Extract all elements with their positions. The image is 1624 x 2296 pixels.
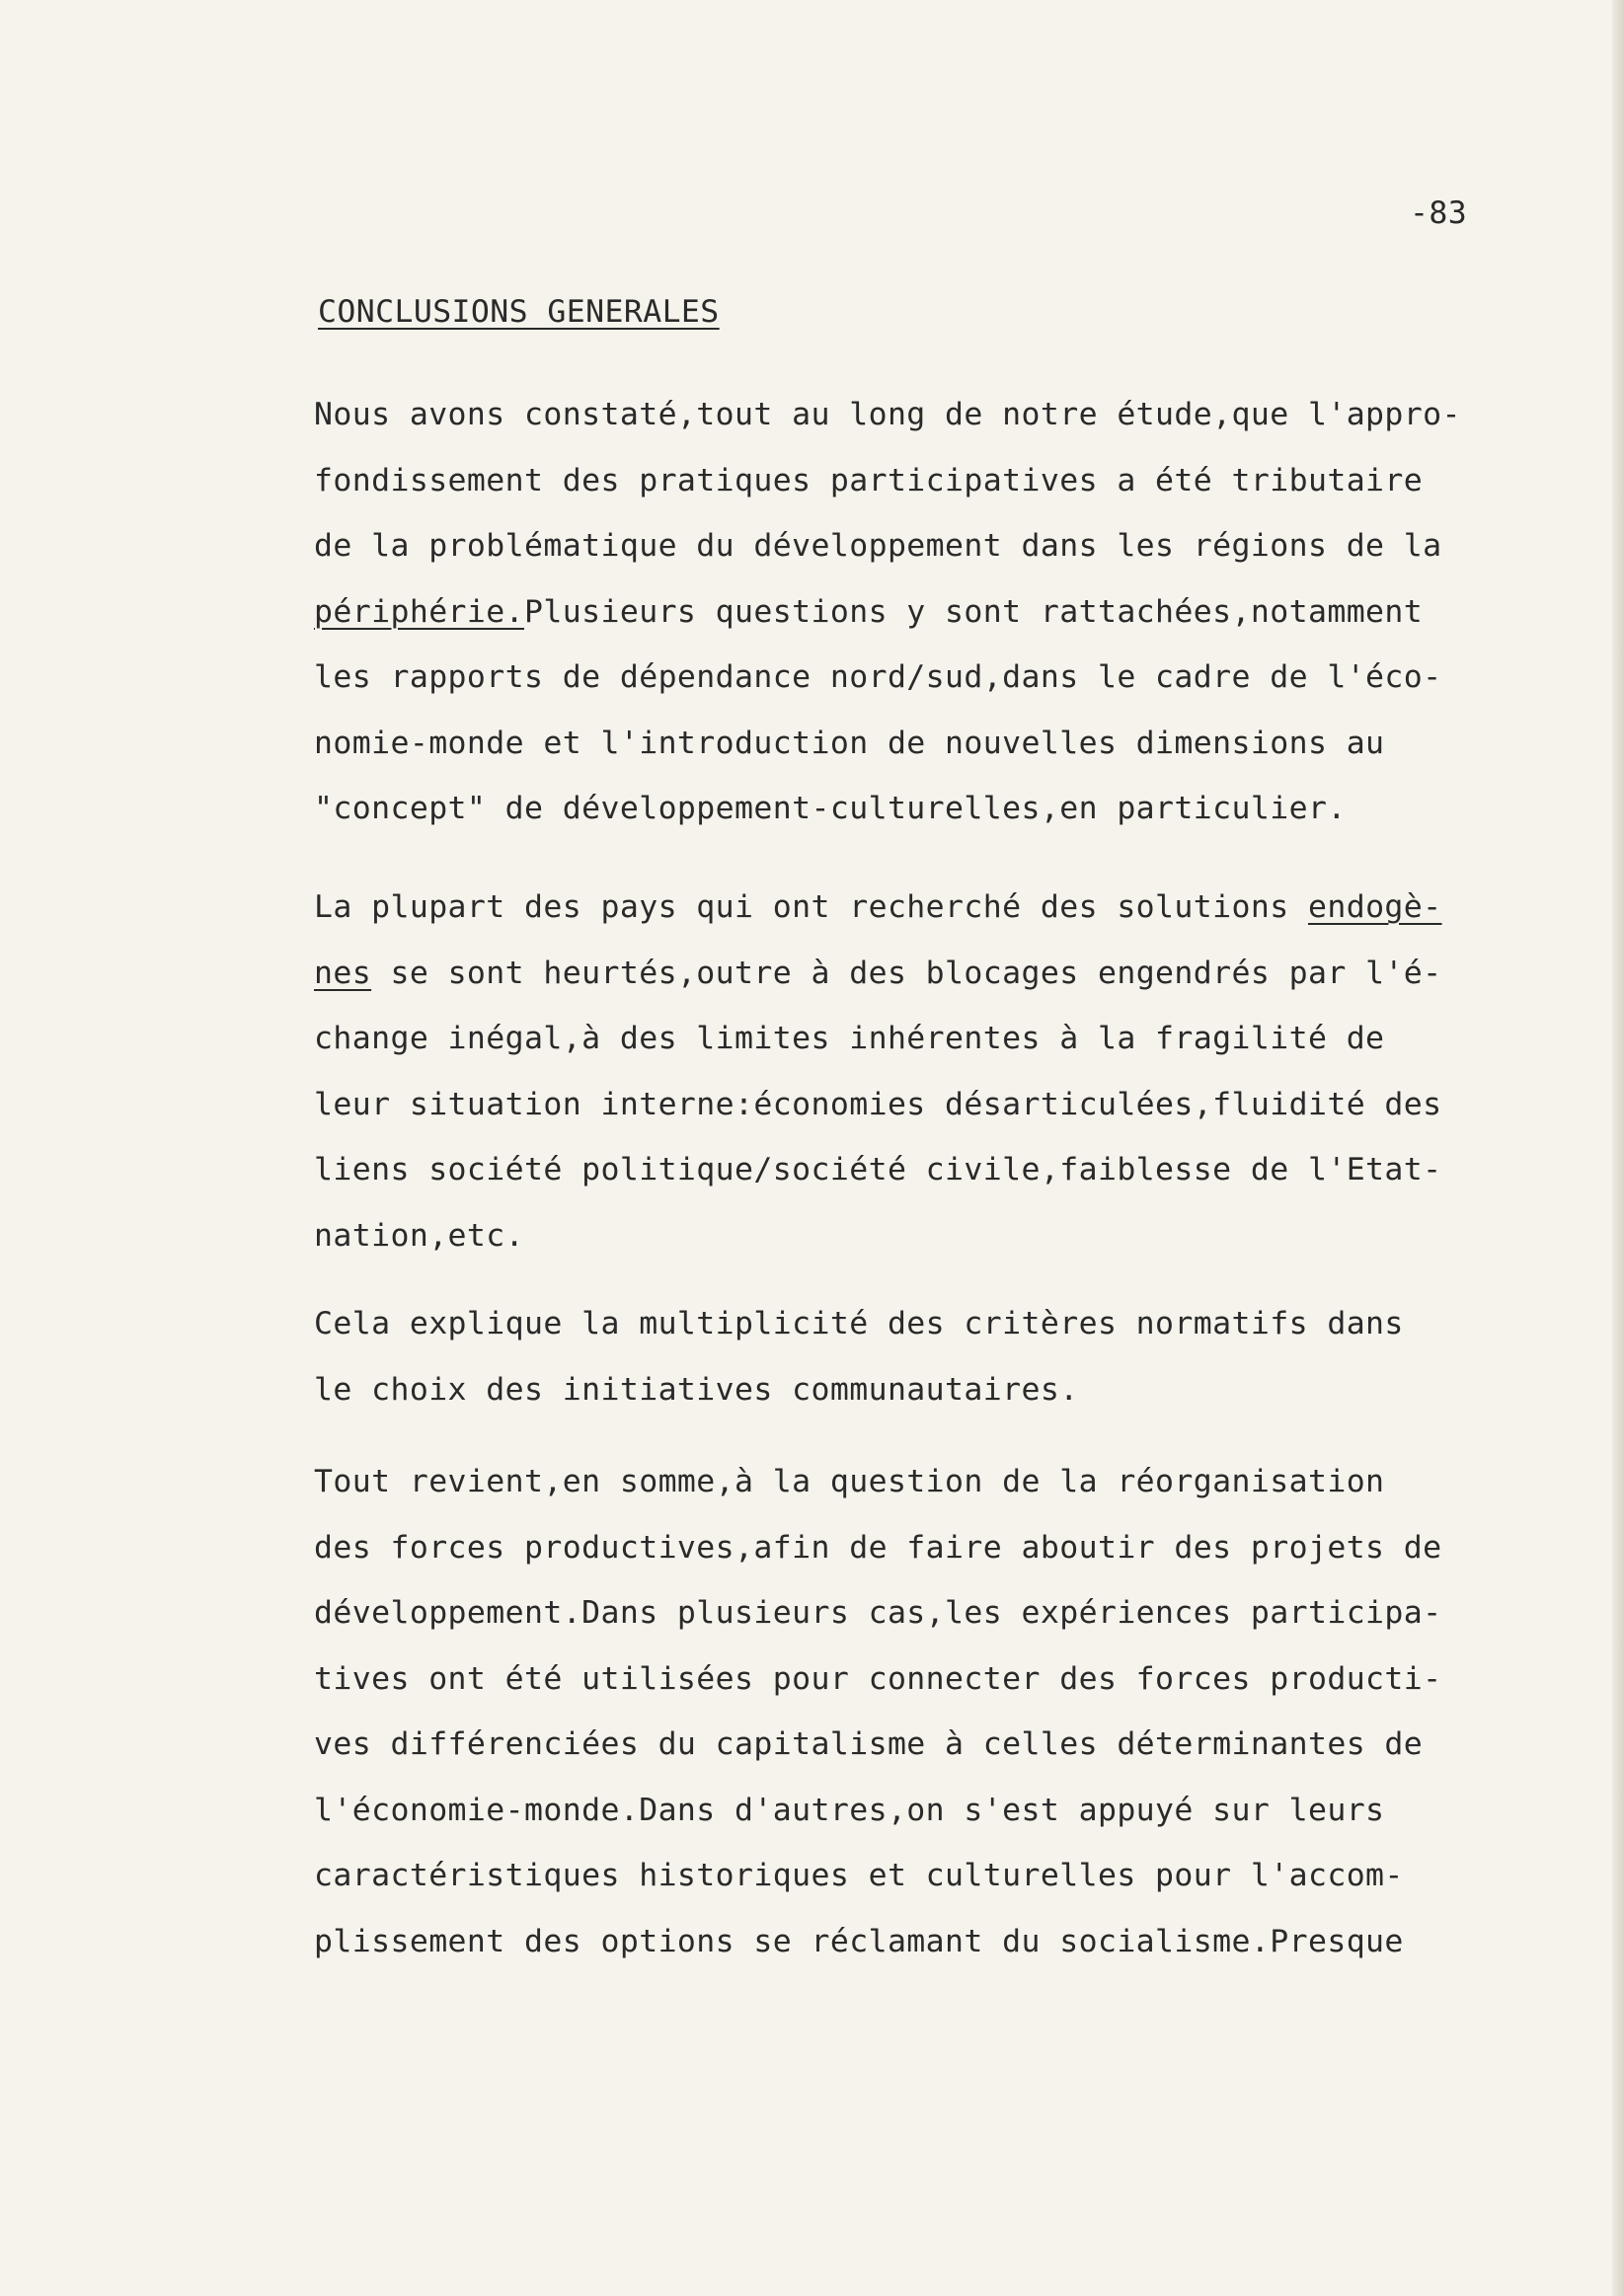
section-heading: CONCLUSIONS GENERALES bbox=[318, 294, 720, 330]
text-line: change inégal,à des limites inhérentes à la fragilité de bbox=[314, 1021, 1385, 1056]
text-line: Cela explique la multiplicité des critères normatifs dans bbox=[314, 1306, 1404, 1341]
text-line: de la problématique du développement dans les régions de la bbox=[314, 528, 1442, 564]
text-line: fondissement des pratiques participatives a été tributaire bbox=[314, 462, 1424, 498]
text-line bbox=[314, 941, 1528, 1007]
text-line: des forces productives,afin de faire aboutir des projets de bbox=[314, 1529, 1442, 1566]
text-line: caractéristiques historiques et culturelles pour l'accom- bbox=[314, 1858, 1404, 1893]
underlined-word: nes bbox=[314, 955, 372, 991]
text-segment: Plusieurs questions y sont rattachées,notamment bbox=[524, 593, 1424, 630]
paragraph-3 bbox=[314, 1291, 1528, 1422]
text-line: tives ont été utilisées pour connecter des forces producti- bbox=[314, 1660, 1442, 1697]
paragraph-4 bbox=[314, 1449, 1528, 1974]
text-line: nomie-monde et l'introduction de nouvelles dimensions au bbox=[314, 725, 1385, 761]
underlined-word: endogè- bbox=[1307, 889, 1442, 925]
text-line: l'économie-monde.Dans d'autres,on s'est appuyé sur leurs bbox=[314, 1792, 1385, 1828]
text-line: Tout revient,en somme,à la question de la réorganisation bbox=[314, 1464, 1385, 1499]
text-line: plissement des options se réclamant du socialisme.Presque bbox=[314, 1923, 1404, 1959]
text-segment: se sont heurtés,outre à des blocages engendrés par l'é- bbox=[371, 955, 1442, 991]
text-line bbox=[314, 875, 1528, 941]
text-line: nation,etc. bbox=[314, 1217, 525, 1254]
text-line: liens société politique/société civile,faiblesse de l'Etat- bbox=[314, 1152, 1442, 1187]
text-segment: La plupart des pays qui ont recherché des solutions bbox=[314, 889, 1308, 925]
text-line: "concept" de développement-culturelles,en particulier. bbox=[314, 791, 1347, 826]
text-line: leur situation interne:économies désarticulées,fluidité des bbox=[314, 1086, 1442, 1122]
text-line: les rapports de dépendance nord/sud,dans le cadre de l'éco- bbox=[314, 659, 1442, 695]
text-line: Nous avons constaté,tout au long de notre étude,que l'appro- bbox=[314, 397, 1461, 432]
text-line: ves différenciées du capitalisme à celles déterminantes de bbox=[314, 1726, 1424, 1762]
text-line bbox=[314, 579, 1528, 646]
page-number: -83 bbox=[1410, 195, 1468, 231]
paragraph-1 bbox=[314, 382, 1528, 842]
paragraph-2 bbox=[314, 875, 1528, 1268]
text-line: développement.Dans plusieurs cas,les expériences participa- bbox=[314, 1595, 1442, 1631]
text-line: le choix des initiatives communautaires. bbox=[314, 1371, 1079, 1408]
underlined-word: périphérie. bbox=[314, 593, 525, 630]
page-edge-shadow bbox=[1612, 0, 1624, 2296]
